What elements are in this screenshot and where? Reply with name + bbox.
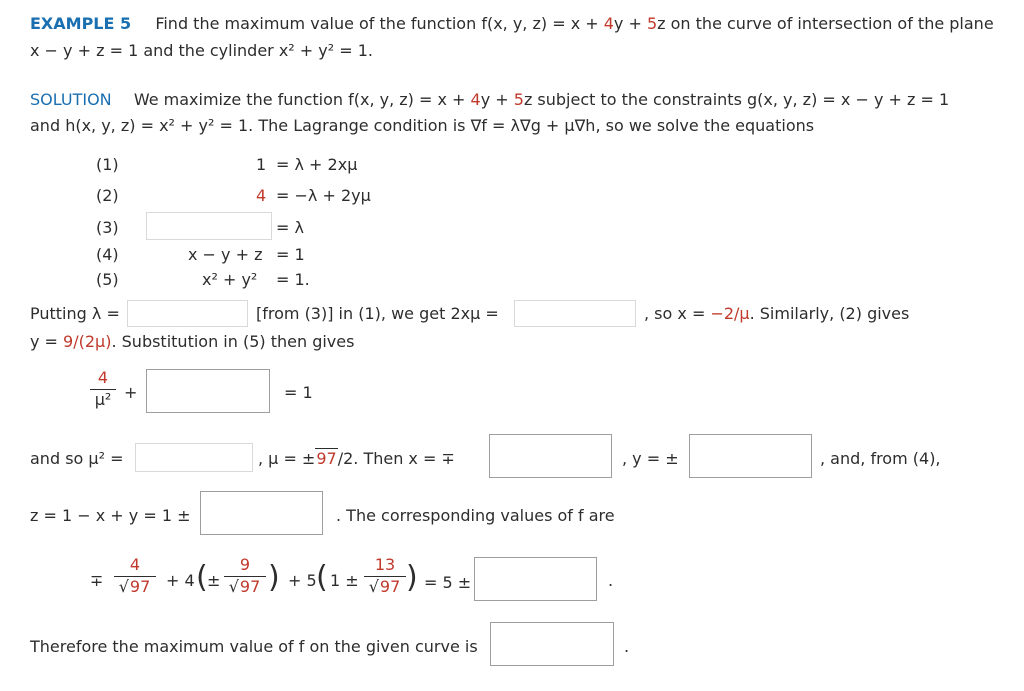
therefore-dot: . xyxy=(624,637,630,656)
values-dot: . xyxy=(608,571,614,590)
eq-left-1: 1 xyxy=(256,155,267,174)
putting-text-c xyxy=(644,304,909,324)
y-value-input[interactable] xyxy=(689,434,812,478)
fraction-9-over-sqrt-97 xyxy=(224,556,266,596)
frac2-num: 9 xyxy=(239,555,251,574)
solution-line-2: and h(x, y, z) = x² + y² = 1. The Lagrange condition is ∇f = λ∇g + μ∇h, so we solve the equations xyxy=(30,116,815,135)
example-coef-5: 5 xyxy=(646,14,658,33)
andso-text-d: , y = ± xyxy=(622,449,679,468)
therefore-text: Therefore the maximum value of f on the given curve is xyxy=(30,637,478,656)
example-mid: y + xyxy=(613,14,647,33)
equals-label: = 5 ± xyxy=(424,573,472,592)
putting-line-2 xyxy=(30,332,354,352)
solution-text-a: We maximize the function f(x, y, z) = x + xyxy=(133,90,471,109)
frac3-den: √97 xyxy=(368,577,401,596)
frac1-num: 4 xyxy=(129,555,141,574)
eq3-left-input[interactable] xyxy=(146,212,272,240)
example-line-1 xyxy=(30,14,994,34)
y-label: y = xyxy=(30,332,64,351)
frac-num: 4 xyxy=(97,368,109,387)
fraction-4-over-mu-squared xyxy=(90,369,116,409)
example-text-b: z on the curve of intersection of the plane xyxy=(657,14,994,33)
solution-coef-4: 4 xyxy=(470,90,481,109)
solution-line-1 xyxy=(30,90,949,110)
lambda-input[interactable] xyxy=(127,300,248,327)
plus-4-label: + 4 xyxy=(166,571,195,590)
frac3-num: 13 xyxy=(374,555,396,574)
eq-left-2: 4 xyxy=(256,186,267,205)
eq-num-5: (5) xyxy=(96,270,119,289)
eq-right-2: = −λ + 2yμ xyxy=(276,186,371,205)
putting-c-label: , so x = xyxy=(644,304,711,323)
solution-text-b: z subject to the constraints g(x, y, z) = x − y + z = 1 xyxy=(523,90,950,109)
andso-text-b xyxy=(258,449,455,469)
mp-sign: ∓ xyxy=(90,571,104,590)
example-coef-4: 4 xyxy=(603,14,614,33)
z-text-a: z = 1 − x + y = 1 ± xyxy=(30,506,191,525)
example-text-a: Find the maximum value of the function xyxy=(155,14,482,33)
eq-right-3: = λ xyxy=(276,218,304,237)
example-function: f(x, y, z) = x + xyxy=(481,14,604,33)
left-paren-2: ( xyxy=(316,560,328,595)
eq-left-5: x² + y² xyxy=(202,270,258,289)
eq-num-2: (2) xyxy=(96,186,119,205)
frac1-den: √97 xyxy=(118,577,151,596)
one-pm: 1 ± xyxy=(330,571,359,590)
frac2-den-value: 97 xyxy=(239,577,261,596)
then-x-label: /2. Then x = ∓ xyxy=(337,449,455,468)
solution-label: SOLUTION xyxy=(30,90,112,109)
eq-num-1: (1) xyxy=(96,155,119,174)
x-value: −2/μ xyxy=(710,304,750,323)
subst-equals: = 1 xyxy=(284,383,313,402)
y-squared-term-input[interactable] xyxy=(146,369,270,413)
frac-den: μ² xyxy=(94,390,112,409)
z-text-b: . The corresponding values of f are xyxy=(336,506,615,525)
frac3-den-value: 97 xyxy=(379,577,401,596)
subst-plus: + xyxy=(124,383,138,402)
example-label: EXAMPLE 5 xyxy=(30,14,132,33)
left-paren-1: ( xyxy=(196,560,208,595)
fraction-4-over-sqrt-97 xyxy=(114,556,156,596)
equals-5-pm xyxy=(424,573,471,593)
sqrt-97: 97 xyxy=(316,449,337,468)
right-paren-2: ) xyxy=(406,560,418,595)
solution-coef-5: 5 xyxy=(513,90,524,109)
andso-text-a: and so μ² = xyxy=(30,449,124,468)
solution-mid: y + xyxy=(480,90,514,109)
x-value-input[interactable] xyxy=(489,434,612,478)
right-paren-1: ) xyxy=(268,560,280,595)
mu-squared-input[interactable] xyxy=(135,443,253,472)
eq-num-3: (3) xyxy=(96,218,119,237)
fraction-13-over-sqrt-97 xyxy=(364,556,406,596)
eq-right-5: = 1. xyxy=(276,270,310,289)
frac2-den: √97 xyxy=(228,577,261,596)
putting-text-b: [from (3)] in (1), we get 2xμ = xyxy=(256,304,499,323)
max-value-input[interactable] xyxy=(490,622,614,666)
eq-right-1: = λ + 2xμ xyxy=(276,155,358,174)
mu-label: , μ = ± xyxy=(258,449,316,468)
andso-text-e: , and, from (4), xyxy=(820,449,941,468)
z-value-input[interactable] xyxy=(200,491,323,535)
eq-num-4: (4) xyxy=(96,245,119,264)
y-value: 9/(2μ) xyxy=(63,332,112,351)
pm-sign-1: ± xyxy=(207,571,221,590)
f-value-input[interactable] xyxy=(474,557,597,601)
frac1-den-value: 97 xyxy=(129,577,151,596)
eq-right-4: = 1 xyxy=(276,245,305,264)
eq-left-4: x − y + z xyxy=(188,245,263,264)
plus-5: + 5 xyxy=(288,571,317,590)
example-line-2: x − y + z = 1 and the cylinder x² + y² = 1. xyxy=(30,41,374,60)
putting-text-a: Putting λ = xyxy=(30,304,120,323)
two-x-mu-input[interactable] xyxy=(514,300,636,327)
putting-d-label: . Similarly, (2) gives xyxy=(749,304,910,323)
plus-4 xyxy=(166,571,195,591)
substitution-text: . Substitution in (5) then gives xyxy=(111,332,355,351)
